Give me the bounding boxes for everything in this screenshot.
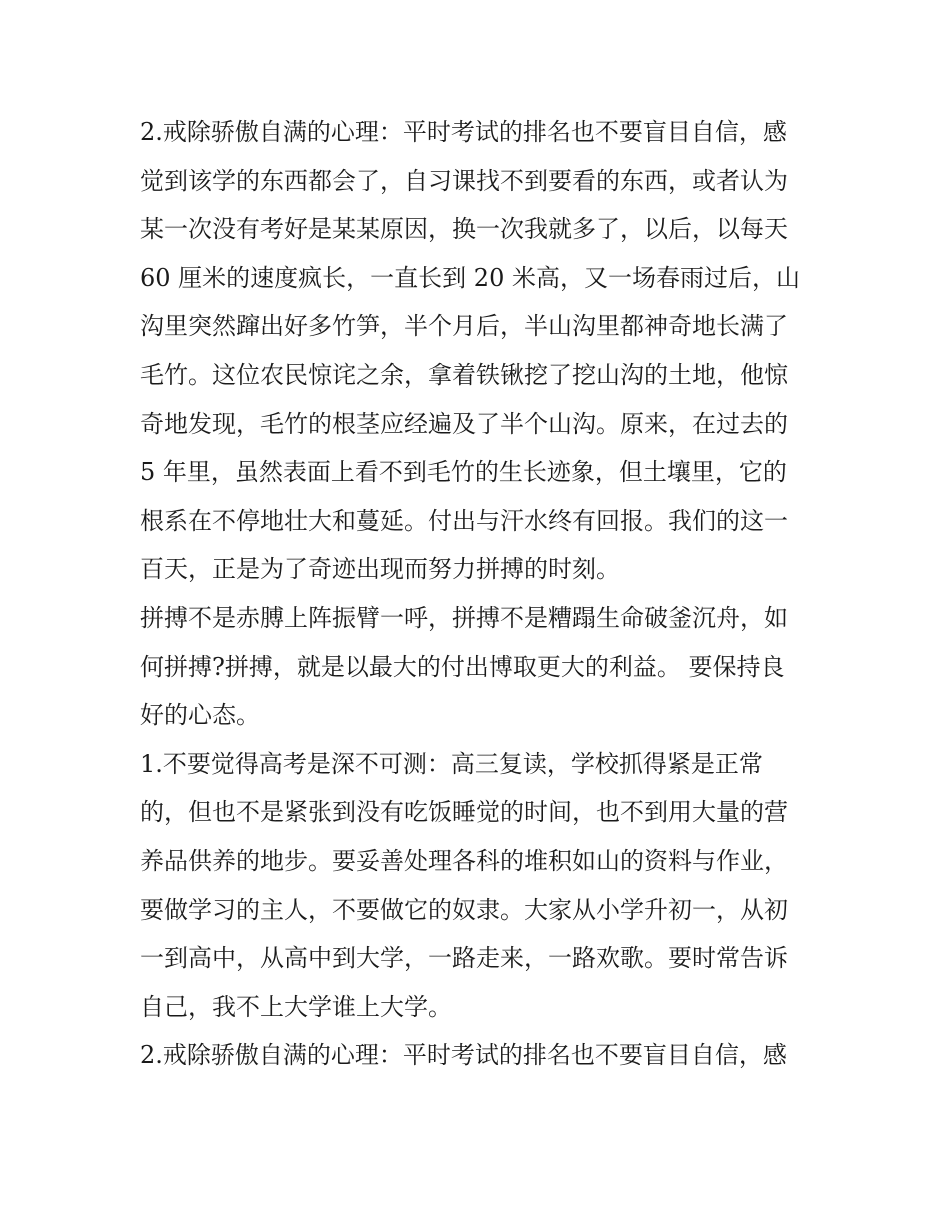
text-line-15: 的，但也不是紧张到没有吃饭睡觉的时间，也不到用大量的营 — [140, 798, 788, 827]
text-line-3: 某一次没有考好是某某原因，换一次我就多了，以后，以每天 — [140, 215, 788, 244]
text-line-16: 养品供养的地步。要妥善处理各科的堆积如山的资料与作业， — [140, 846, 788, 875]
text-line-7: 奇地发现，毛竹的根茎应经遍及了半个山沟。原来，在过去的 — [140, 409, 788, 438]
text-line-19: 自己，我不上大学谁上大学。 — [140, 992, 452, 1021]
text-line-6: 毛竹。这位农民惊诧之余，拿着铁锹挖了挖山沟的土地，他惊 — [140, 360, 788, 389]
text-line-13: 好的心态。 — [140, 701, 260, 730]
text-line-12: 何拼搏?拼搏，就是以最大的付出博取更大的利益。 要保持良 — [140, 652, 785, 681]
text-line-5: 沟里突然蹿出好多竹笋，半个月后，半山沟里都神奇地长满了 — [140, 312, 788, 341]
text-line-20: 2.戒除骄傲自满的心理：平时考试的排名也不要盲目自信，感 — [140, 1041, 787, 1070]
text-line-10: 百天，正是为了奇迹出现而努力拼搏的时刻。 — [140, 555, 620, 584]
text-line-8: 5 年里，虽然表面上看不到毛竹的生长迹象，但土壤里，它的 — [140, 458, 787, 487]
text-line-1: 2.戒除骄傲自满的心理：平时考试的排名也不要盲目自信，感 — [140, 118, 787, 146]
text-line-2: 觉到该学的东西都会了，自习课找不到要看的东西，或者认为 — [140, 166, 788, 195]
document-body — [140, 108, 820, 1080]
text-line-17: 要做学习的主人，不要做它的奴隶。大家从小学升初一，从初 — [140, 895, 788, 924]
text-line-9: 根系在不停地壮大和蔓延。付出与汗水终有回报。我们的这一 — [140, 506, 788, 535]
text-line-11: 拼搏不是赤膊上阵振臂一呼，拼搏不是糟蹋生命破釜沉舟，如 — [140, 603, 788, 632]
text-line-18: 一到高中，从高中到大学，一路走来，一路欢歌。要时常告诉 — [140, 944, 788, 973]
text-line-4: 60 厘米的速度疯长，一直长到 20 米高，又一场春雨过后，山 — [140, 263, 800, 292]
text-line-14: 1.不要觉得高考是深不可测：高三复读，学校抓得紧是正常 — [140, 749, 763, 778]
